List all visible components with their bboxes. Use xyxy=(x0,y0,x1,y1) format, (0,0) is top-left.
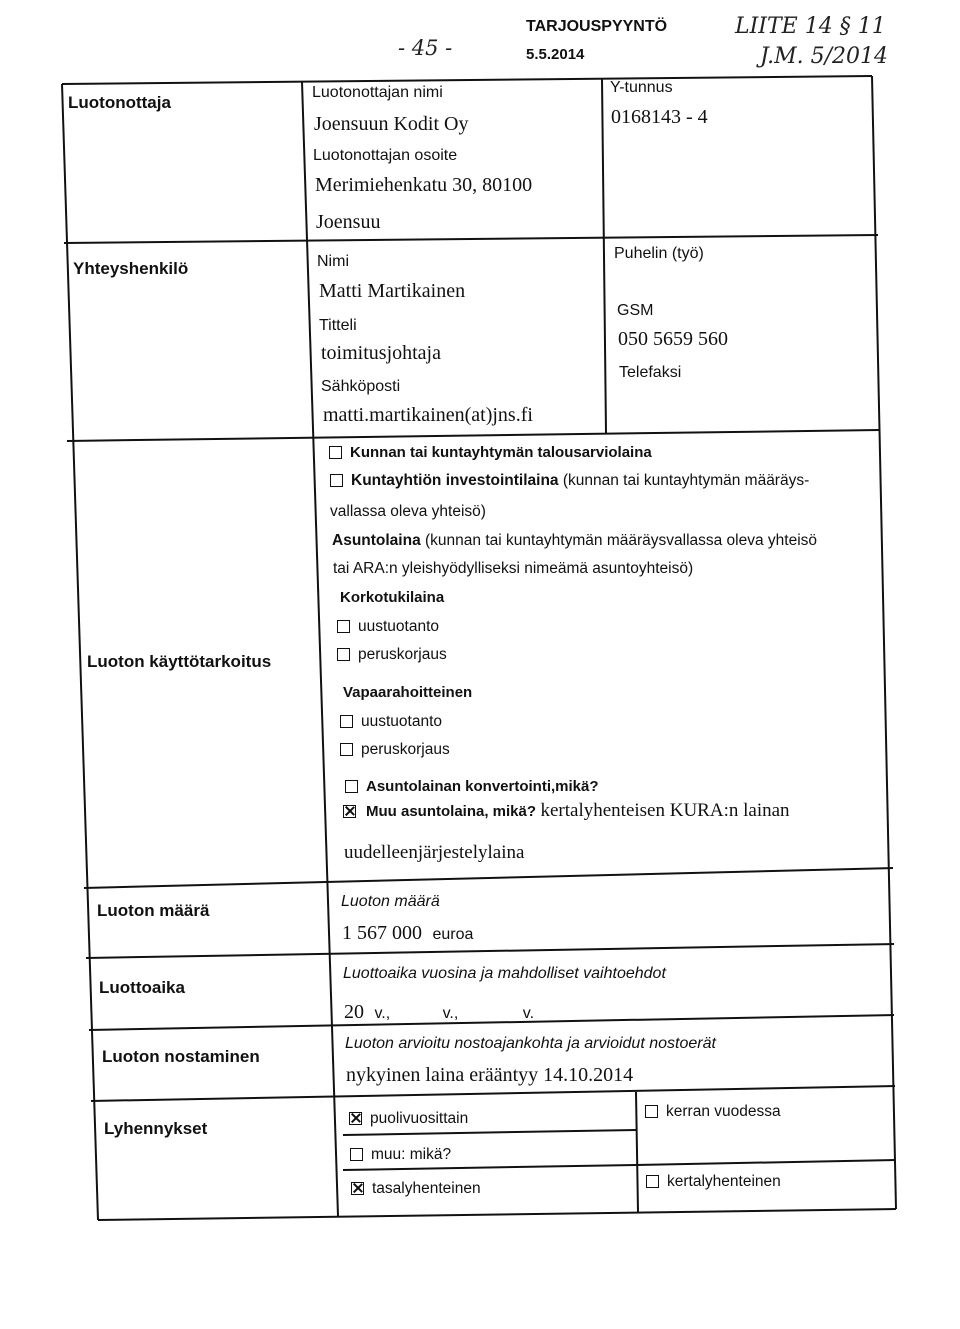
checkbox-unchecked-icon[interactable] xyxy=(329,446,342,459)
interest-subsidy-label: Korkotukilaina xyxy=(340,589,445,606)
free-financed-label: Vapaarahoitteinen xyxy=(343,684,473,701)
drawdown-field-label: Luoton arvioitu nostoajankohta ja arvioidut nostoerät xyxy=(345,1035,716,1052)
lender-name-value[interactable]: Joensuun Kodit Oy xyxy=(314,113,469,135)
option-annual[interactable]: kerran vuodessa xyxy=(645,1103,781,1121)
drawdown-value[interactable]: nykyinen laina erääntyy 14.10.2014 xyxy=(346,1064,634,1086)
option-other-repayment[interactable]: muu: mikä? xyxy=(350,1146,451,1164)
contact-title-value[interactable]: toimitusjohtaja xyxy=(321,342,441,364)
checkbox-unchecked-icon[interactable] xyxy=(330,474,343,487)
option-municipal-company-loan[interactable]: Kuntayhtiön investointilaina (kunnan tai kuntayhtymän määräys- xyxy=(330,472,809,490)
document-title: TARJOUSPYYNTÖ xyxy=(526,18,668,35)
lender-address-line2[interactable]: Joensuu xyxy=(316,211,381,233)
option-interest-renovation[interactable]: peruskorjaus xyxy=(337,646,447,664)
option-semiannual[interactable]: puolivuosittain xyxy=(349,1110,468,1128)
amount-value[interactable]: 1 567 000 xyxy=(342,922,422,944)
section-label-lender: Luotonottaja xyxy=(68,93,171,112)
option-equal-installments[interactable]: tasalyhenteinen xyxy=(351,1180,481,1198)
business-id-label: Y-tunnus xyxy=(610,79,673,96)
fax-label: Telefaksi xyxy=(619,364,682,381)
company-loan-line2: vallassa oleva yhteisö) xyxy=(330,503,486,520)
term-field[interactable]: 20 v., v., v. xyxy=(344,1001,535,1023)
page-number-mark: - 45 - xyxy=(398,36,453,60)
checkbox-unchecked-icon[interactable] xyxy=(340,715,353,728)
option-municipal-budget-loan[interactable]: Kunnan tai kuntayhtymän talousarviolaina xyxy=(329,444,652,461)
checkbox-unchecked-icon[interactable] xyxy=(337,620,350,633)
gsm-value[interactable]: 050 5659 560 xyxy=(618,328,728,350)
housing-loan-description: Asuntolaina (kunnan tai kuntayhtymän määräysvallassa oleva yhteisö xyxy=(332,532,818,549)
term-field-label: Luottoaika vuosina ja mahdolliset vaihtoehdot xyxy=(343,965,666,982)
checkbox-unchecked-icon[interactable] xyxy=(337,648,350,661)
contact-title-label: Titteli xyxy=(319,317,357,334)
gsm-label: GSM xyxy=(617,302,654,319)
section-label-amount: Luoton määrä xyxy=(97,901,210,920)
option-free-renovation[interactable]: peruskorjaus xyxy=(340,741,450,759)
checkbox-unchecked-icon[interactable] xyxy=(646,1175,659,1188)
option-bullet-repayment[interactable]: kertalyhenteinen xyxy=(646,1173,781,1191)
term-value[interactable]: 20 xyxy=(344,1001,364,1023)
housing-loan-line2: tai ARA:n yleishyödylliseksi nimeämä asuntoyhteisö) xyxy=(333,560,694,577)
lender-name-label: Luotonottajan nimi xyxy=(312,84,443,101)
other-housing-loan-value-line2[interactable]: uudelleenjärjestelylaina xyxy=(344,842,525,863)
contact-name-value[interactable]: Matti Martikainen xyxy=(319,280,466,302)
section-label-drawdown: Luoton nostaminen xyxy=(102,1047,260,1066)
checkbox-checked-icon[interactable] xyxy=(349,1112,362,1125)
checkbox-checked-icon[interactable] xyxy=(343,805,356,818)
option-housing-loan-conversion[interactable]: Asuntolainan konvertointi,mikä? xyxy=(345,778,599,795)
option-other-housing-loan[interactable]: Muu asuntolaina, mikä? kertalyhenteisen KURA:n lainan xyxy=(343,800,790,822)
document-date: 5.5.2014 xyxy=(526,46,585,63)
option-free-new-build[interactable]: uustuotanto xyxy=(340,713,442,731)
section-label-purpose: Luoton käyttötarkoitus xyxy=(87,652,272,671)
checkbox-unchecked-icon[interactable] xyxy=(350,1148,363,1161)
lender-address-line1[interactable]: Merimiehenkatu 30, 80100 xyxy=(315,174,533,196)
business-id-value[interactable]: 0168143 - 4 xyxy=(611,106,708,128)
amount-field-label: Luoton määrä xyxy=(341,893,440,910)
contact-email-value[interactable]: matti.martikainen(at)jns.fi xyxy=(323,404,533,426)
phone-work-label: Puhelin (työ) xyxy=(614,245,704,262)
contact-name-label: Nimi xyxy=(317,253,349,270)
contact-email-label: Sähköposti xyxy=(321,378,401,395)
handwritten-annotation-1: LIITE 14 § 11 xyxy=(735,14,886,39)
other-housing-loan-value[interactable]: kertalyhenteisen KURA:n lainan xyxy=(540,800,790,821)
section-label-contact: Yhteyshenkilö xyxy=(73,259,189,278)
section-label-repayment: Lyhennykset xyxy=(104,1119,208,1138)
lender-address-label: Luotonottajan osoite xyxy=(313,147,458,164)
checkbox-checked-icon[interactable] xyxy=(351,1182,364,1195)
checkbox-unchecked-icon[interactable] xyxy=(645,1105,658,1118)
handwritten-annotation-2: J.M. 5/2014 xyxy=(760,44,889,69)
checkbox-unchecked-icon[interactable] xyxy=(340,743,353,756)
amount-unit: euroa xyxy=(432,926,474,943)
amount-field[interactable] xyxy=(342,922,473,945)
section-label-term: Luottoaika xyxy=(99,978,185,997)
checkbox-unchecked-icon[interactable] xyxy=(345,780,358,793)
option-interest-new-build[interactable]: uustuotanto xyxy=(337,618,439,636)
